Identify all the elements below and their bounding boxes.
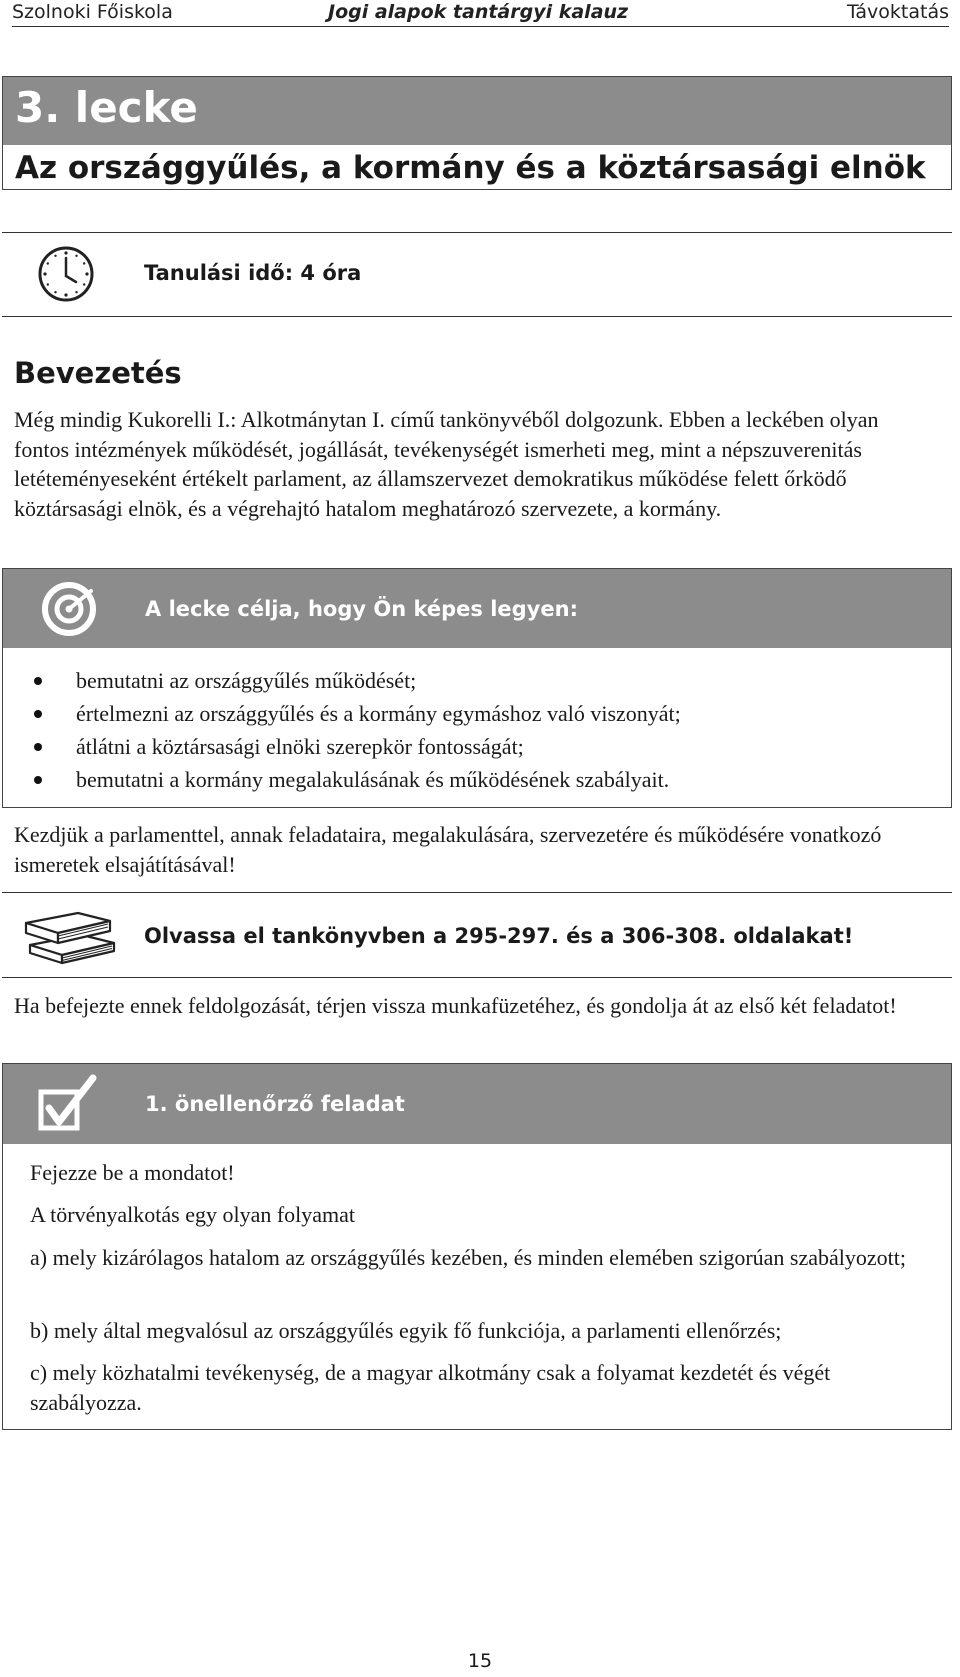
page-number: 15 xyxy=(467,1650,493,1672)
reading-instruction: Olvassa el tankönyvben a 295-297. és a 306-308. oldalakat! xyxy=(144,924,854,948)
clock-icon xyxy=(36,244,96,304)
intro-paragraph: Még mindig Kukorelli I.: Alkotmánytan I. című tankönyvéből dolgozunk. Ebben a leckében olyan fontos intézmények működését, jogállását, tevékenységét ismerheti meg, mint a népszuverenitás letéteményeseként értékelt parlament, az államszervezet demokratikus működése felett őrködő köztársasági elnök, és a végrehajtó hatalom meghatározó szervezete, a kormány. xyxy=(14,407,879,521)
lesson-title-box xyxy=(2,76,952,190)
intro-heading: Bevezetés xyxy=(14,356,182,390)
goals-title: A lecke célja, hogy Ön képes legyen: xyxy=(145,597,578,621)
list-item: értelmezni az országgyűlés és a kormány egymáshoz való viszonyát; xyxy=(3,697,681,730)
institution-name: Szolnoki Főiskola xyxy=(12,1,173,23)
books-icon xyxy=(22,905,118,965)
list-item: bemutatni a kormány megalakulásának és működésének szabályait. xyxy=(3,763,681,796)
task-instruction: Fejezze be a mondatot! xyxy=(30,1160,235,1185)
study-time-label: Tanulási idő: 4 óra xyxy=(144,261,362,285)
list-item: bemutatni az országgyűlés működését; xyxy=(3,664,681,697)
checkmark-box-icon xyxy=(37,1074,99,1134)
study-mode: Távoktatás xyxy=(846,1,949,23)
task-option-c: c) mely közhatalmi tevékenység, de a magyar alkotmány csak a folyamat kezdetét és végét szabályozza. xyxy=(30,1360,831,1415)
target-icon xyxy=(41,581,97,637)
running-header xyxy=(12,0,949,27)
divider xyxy=(2,892,952,893)
list-item: átlátni a köztársasági elnöki szerepkör fontosságát; xyxy=(3,730,681,763)
self-check-title: 1. önellenőrző feladat xyxy=(145,1092,405,1116)
lesson-title: Az országgyűlés, a kormány és a köztársasági elnök xyxy=(15,150,926,186)
course-guide-title: Jogi alapok tantárgyi kalauz xyxy=(328,1,629,23)
task-option-b: b) mely által megvalósul az országgyűlés egyik fő funkciója, a parlamenti ellenőrzés; xyxy=(30,1318,782,1343)
self-check-header-bar xyxy=(3,1064,951,1144)
goals-header-bar xyxy=(3,569,951,648)
after-reading-paragraph: Ha befejezte ennek feldolgozását, térjen vissza munkafüzetéhez, és gondolja át az első két feladatot! xyxy=(14,993,897,1018)
task-stem: A törvényalkotás egy olyan folyamat xyxy=(30,1202,356,1227)
divider xyxy=(2,977,952,978)
transition-paragraph: Kezdjük a parlamenttel, annak feladataira, megalakulására, szervezetére és működésére vonatkozó ismeretek elsajátításával! xyxy=(14,822,882,877)
lesson-number: 3. lecke xyxy=(15,83,198,132)
goals-box xyxy=(2,568,952,808)
divider xyxy=(2,232,952,233)
goals-list xyxy=(3,664,681,796)
lesson-number-bar xyxy=(3,77,951,145)
task-option-a: a) mely kizárólagos hatalom az országgyűlés kezében, és minden elemében szigorúan szabályozott; xyxy=(30,1245,906,1270)
divider xyxy=(2,316,952,317)
